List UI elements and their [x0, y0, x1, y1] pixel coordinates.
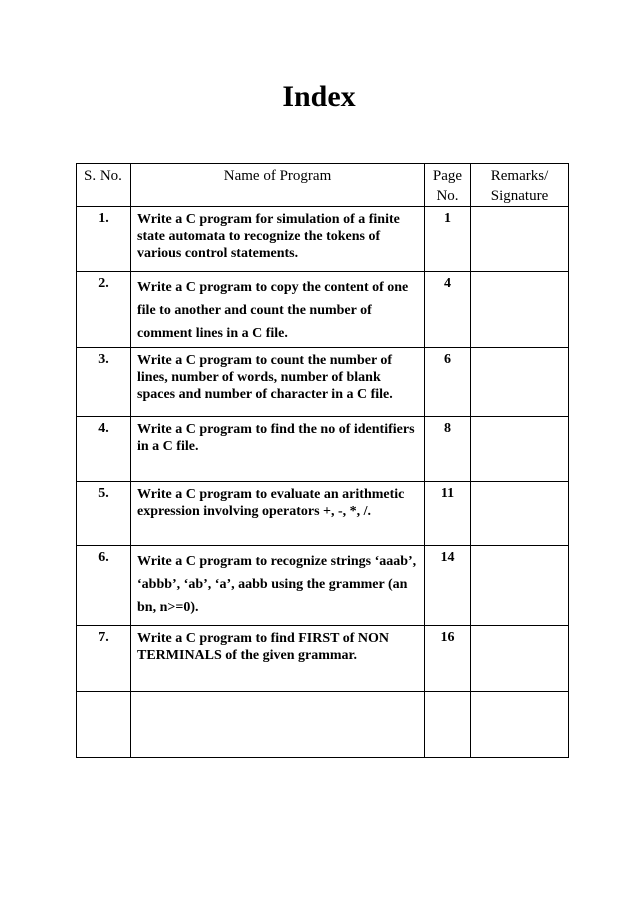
- row-remarks: [471, 348, 569, 417]
- row-remarks: [471, 626, 569, 692]
- row-page-no: 8: [425, 417, 471, 482]
- row-sno: 5.: [77, 482, 131, 546]
- row-sno: 3.: [77, 348, 131, 417]
- table-row: [77, 626, 569, 692]
- row-page-no: 1: [425, 207, 471, 272]
- row-program-name: Write a C program to count the number of lines, number of words, number of blank spaces and number of character in a C file.: [131, 348, 425, 417]
- table-row: [77, 546, 569, 626]
- row-program-name: Write a C program to find FIRST of NON TERMINALS of the given grammar.: [131, 626, 425, 692]
- row-remarks: [471, 692, 569, 758]
- row-sno: 1.: [77, 207, 131, 272]
- page-title: Index: [282, 80, 356, 113]
- row-program-name: Write a C program to find the no of identifiers in a C file.: [131, 417, 425, 482]
- header-remarks: Remarks/ Signature: [471, 164, 569, 207]
- row-program-name: [131, 692, 425, 758]
- row-sno: 7.: [77, 626, 131, 692]
- row-page-no: 11: [425, 482, 471, 546]
- header-page-no: Page No.: [425, 164, 471, 207]
- table-row: [77, 272, 569, 348]
- row-page-no: [425, 692, 471, 758]
- row-page-no: 4: [425, 272, 471, 348]
- row-remarks: [471, 272, 569, 348]
- table-header-row: [77, 164, 569, 207]
- row-program-name: Write a C program to recognize strings ‘aaab’, ‘abbb’, ‘ab’, ‘a’, aabb using the grammer (an bn, n>=0).: [131, 546, 425, 626]
- row-program-name: Write a C program to evaluate an arithmetic expression involving operators +, -, *, /.: [131, 482, 425, 546]
- row-sno: [77, 692, 131, 758]
- table-row: [77, 348, 569, 417]
- table-row: [77, 207, 569, 272]
- header-program-name: Name of Program: [131, 164, 425, 207]
- row-page-no: 14: [425, 546, 471, 626]
- index-table: [76, 163, 569, 758]
- row-sno: 2.: [77, 272, 131, 348]
- table-row: [77, 482, 569, 546]
- row-remarks: [471, 417, 569, 482]
- row-sno: 6.: [77, 546, 131, 626]
- row-page-no: 6: [425, 348, 471, 417]
- table-row: [77, 417, 569, 482]
- row-page-no: 16: [425, 626, 471, 692]
- row-sno: 4.: [77, 417, 131, 482]
- table-row-empty: [77, 692, 569, 758]
- row-remarks: [471, 482, 569, 546]
- row-remarks: [471, 546, 569, 626]
- header-sno: S. No.: [77, 164, 131, 207]
- row-program-name: Write a C program for simulation of a finite state automata to recognize the tokens of various control statements.: [131, 207, 425, 272]
- row-program-name: Write a C program to copy the content of one file to another and count the number of comment lines in a C file.: [131, 272, 425, 348]
- row-remarks: [471, 207, 569, 272]
